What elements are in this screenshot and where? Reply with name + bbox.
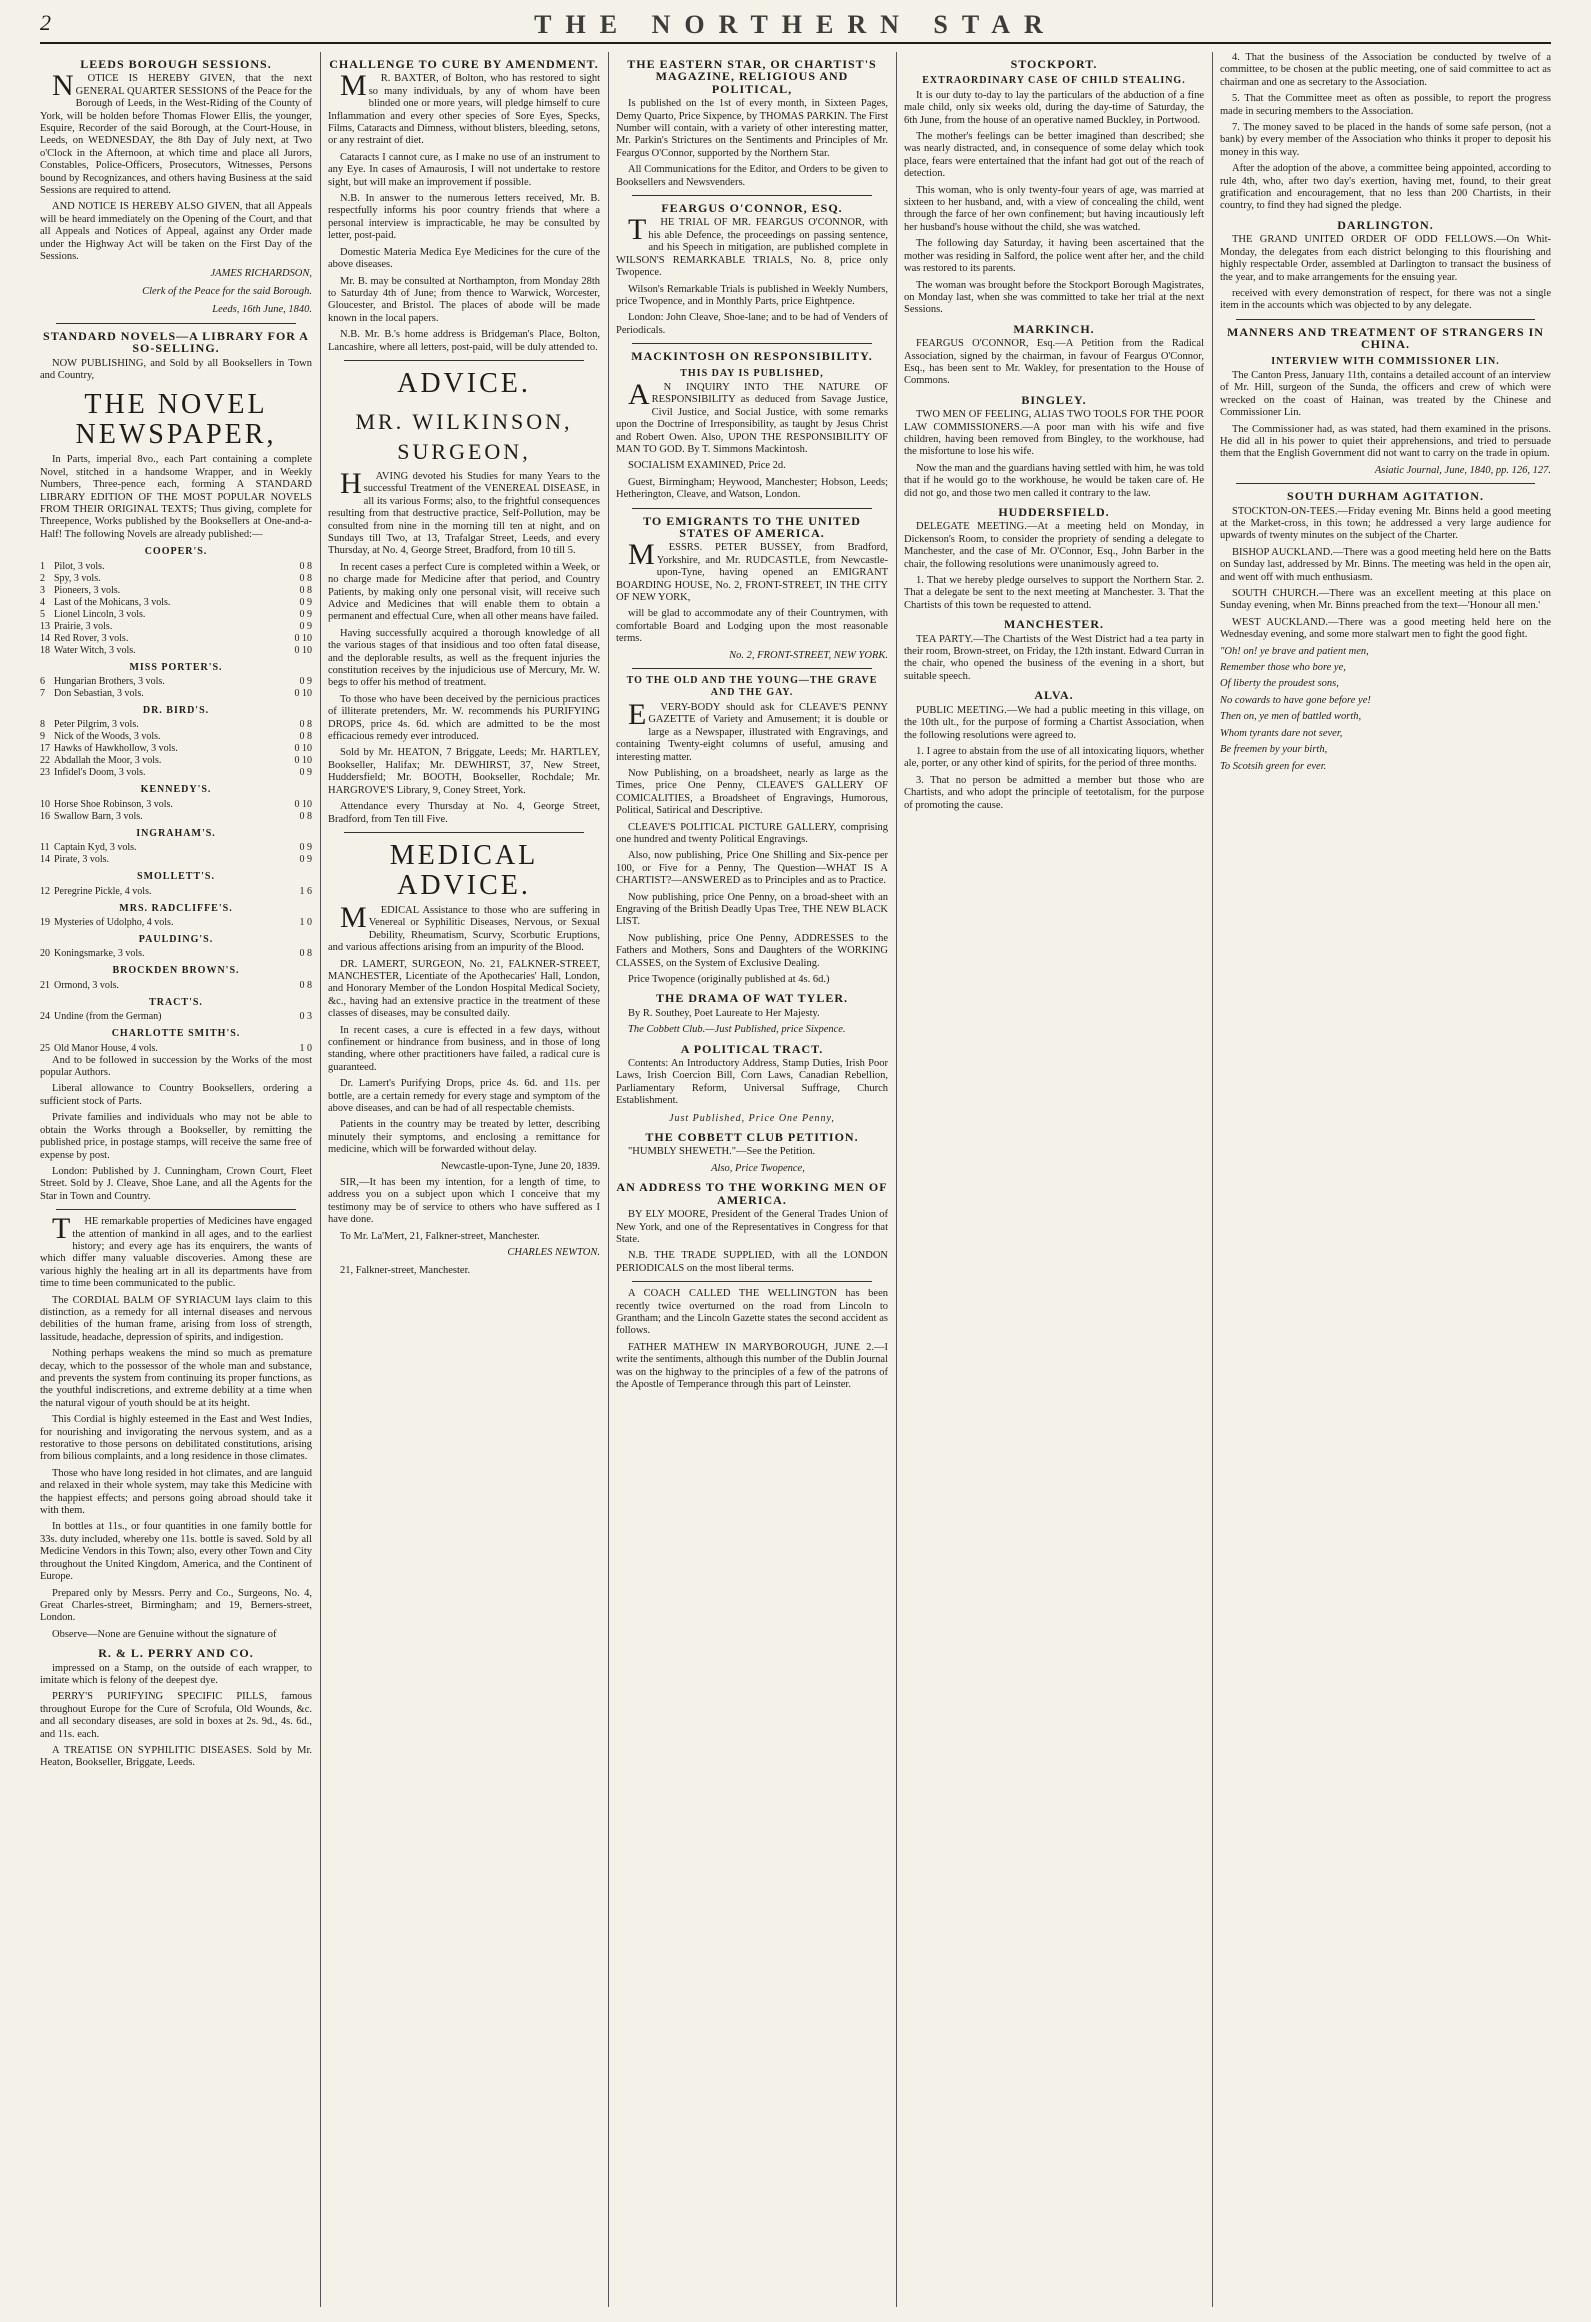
cobbett-subheading: Just Published, Price One Penny, <box>669 1112 835 1124</box>
medical-letter: SIR,—It has been my intention, for a length of time, to address you on a subject upon which I conceive that my testimony may be of service to others who have suffered as I have done. <box>328 1177 600 1226</box>
separator <box>344 832 584 833</box>
wilkinson-paragraph: Attendance every Thursday at No. 4, George Street, Bradford, from Ten till Five. <box>328 801 600 825</box>
verse-line: Then on, ye men of battled worth, <box>1220 711 1362 723</box>
balm-paragraph: This Cordial is highly esteemed in the East and West Indies, for nourishing and invigorating the nervous system, and as a restorative to those persons on debilitated constitutions, arising from bilious complaints, and a long residence in those climates. <box>40 1414 312 1463</box>
toc-author-brown: BROCKDEN BROWN'S. <box>112 965 240 977</box>
library-paragraph: And to be followed in succession by the Works of the most popular Authors. <box>40 1054 312 1079</box>
wilkinson-paragraph: HAVING devoted his Studies for many Years to the successful Treatment of the VENEREAL DISEASE, in all its various Forms; also, to the frightful consequences resulting from that destructive practice, Self-Pollution, may be consulted from nine in the morning till ten at night, and on Sundays till Two, at 13, Trafalgar Street, Leeds, and every Thursday, at No. 4, George Street, Bradford, from 10 till 5. <box>328 466 600 557</box>
toc-table-cooper <box>40 561 312 657</box>
toc-author-paulding: PAULDING'S. <box>138 934 214 946</box>
durham-paragraph: WEST AUCKLAND.—There was a good meeting held here on the Wednesday evening, and some more stalwart men to fight the good fight. <box>1220 616 1551 641</box>
toc-row: 5 Lionel Lincoln, 3 vols. 0 9 <box>40 608 312 620</box>
toc-author-bird: DR. BIRD'S. <box>142 705 210 716</box>
durham-heading: SOUTH DURHAM AGITATION. <box>1287 489 1484 504</box>
medical-signature: CHARLES NEWTON. <box>507 1247 600 1259</box>
oconnor-paragraph: THE TRIAL OF MR. FEARGUS O'CONNOR, with his able Defence, the proceedings on passing sentence, and his Speech in mitigation, are published complete in WILSON'S REMARKABLE TRIALS, No. 8, price only Twopence. <box>616 213 888 279</box>
library-intro: NOW PUBLISHING, and Sold by all Booksellers in Town and Country, <box>40 357 312 381</box>
mackintosh-subheading: THIS DAY IS PUBLISHED, <box>680 367 824 379</box>
darlington-paragraph: received with every demonstration of respect, for there was not a single item in the accounts which was objected to by any delegate. <box>1220 287 1551 312</box>
association-paragraph: 4. That the business of the Association be conducted by twelve of a committee, to be chosen at the public meeting, one of said committee to act as chairman and one as secretary to the Association. <box>1220 52 1551 88</box>
toc-author-porter: MISS PORTER'S. <box>129 661 223 673</box>
toc-author-kennedy: KENNEDY'S. <box>140 784 212 796</box>
stockport-paragraph: The mother's feelings can be better imagined than described; she was nearly distracted, and, in consequence of some delay which took place, fears were entertained that the infant had got out of the reach of detection. <box>904 131 1204 180</box>
toc-row: 8 Peter Pilgrim, 3 vols. 0 8 <box>40 719 312 731</box>
toc-author-radcliffe: MRS. RADCLIFFE'S. <box>119 902 233 914</box>
huddersfield-paragraph: DELEGATE MEETING.—At a meeting held on Monday, in Dickenson's Room, to consider the propriety of sending a delegate to Manchester, and the case of Mr. O'Connor, Esq., John Barber in the chair, the following resolutions were unanimously agreed to. <box>904 521 1204 570</box>
political-tract-heading: A POLITICAL TRACT. <box>680 1041 824 1056</box>
wilkinson-paragraph: To those who have been deceived by the pernicious practices of illiterate pretenders, Mr. W. recommends his PURIFYING DROPS, price 4s. 6d. which are admitted to be the most efficacious remedy ever introduced. <box>328 693 600 743</box>
toc-row: 19 Mysteries of Udolpho, 4 vols. 1 0 <box>40 917 312 929</box>
library-paragraph: Private families and individuals who may not be able to obtain the Works through a Bookseller, by remitting the published price, in postage stamps, will receive the same free of expense by post. <box>40 1112 312 1161</box>
alva-paragraph: 1. I agree to abstain from the use of all intoxicating liquors, whether ale, porter, or any other kind of spirits, for the period of three months. <box>904 745 1204 770</box>
library-heading: STANDARD NOVELS—A LIBRARY FOR A SO-SELLING. <box>43 328 309 356</box>
toc-row: 16 Swallow Barn, 3 vols. 0 8 <box>40 810 312 822</box>
cleave-paragraph: EVERY-BODY should ask for CLEAVE'S PENNY GAZETTE of Variety and Amusement; it is double or large as a Newspaper, illustrated with Engravings, and containing Twenty-eight columns of useful, amusing and interesting matter. <box>616 697 888 763</box>
verse-line: "Oh! on! ye brave and patient men, <box>1220 645 1369 657</box>
leeds-notice-paragraph: NOTICE IS HEREBY GIVEN, that the next GENERAL QUARTER SESSIONS of the Peace for the Borough of Leeds, in the West-Riding of the County of York, will be holden before Thomas Flower Ellis, the younger, Esquire, Recorder of the said Borough, at the Court-House, in Leeds, on WEDNESDAY, the 8th Day of July next, at Two o'Clock in the Afternoon, at which time and place all Jurors, Constables, Police-Officers, Prosecutors, Witnesses, Persons bound by Recognizances, and others having Business at the said Sessions are required to attend. <box>40 69 312 197</box>
cobbett-paragraph: "HUMBLY SHEWETH."—See the Petition. <box>628 1146 816 1158</box>
bingley-heading: BINGLEY. <box>1021 392 1087 407</box>
oconnor-paragraph: London: John Cleave, Shoe-lane; and to be had of Venders of Periodicals. <box>616 312 888 336</box>
toc-row: 17 Hawks of Hawkhollow, 3 vols. 0 10 <box>40 743 312 755</box>
toc-author-smith: CHARLOTTE SMITH'S. <box>111 1028 241 1040</box>
medical-paragraph: DR. LAMERT, SURGEON, No. 21, FALKNER-STREET, MANCHESTER, Licentiate of the Apothecaries' Hall, London, and Honorary Member of the London Hospital Medical Society, &c., having had an extensive practice in the treatment of these classes of diseases, may be consulted daily. <box>328 958 600 1020</box>
leeds-signature-date: Leeds, 16th June, 1840. <box>212 304 312 316</box>
balm-paragraph: impressed on a Stamp, on the outside of each wrapper, to imitate which is felony of the deepest dye. <box>40 1662 312 1686</box>
wat-tyler-paragraph: By R. Southey, Poet Laureate to Her Majesty. <box>628 1007 820 1019</box>
novel-newspaper-title: THE NOVEL NEWSPAPER, <box>75 389 277 451</box>
toc-row: 4 Last of the Mohicans, 3 vols. 0 9 <box>40 596 312 608</box>
markinch-paragraph: FEARGUS O'CONNOR, Esq.—A Petition from the Radical Association, signed by the chairman, in favour of Feargus O'Connor, Esq., has been sent to Mr. Wakley, for presentation to the House of Commons. <box>904 338 1204 387</box>
column-1 <box>40 52 312 2307</box>
eastern-star-paragraph: All Communications for the Editor, and Orders to be given to Booksellers and Newsvenders. <box>616 164 888 188</box>
leeds-appeals-paragraph: AND NOTICE IS HEREBY ALSO GIVEN, that all Appeals will be heard immediately on the Opening of the Court, and that all Appeals and Notices of Appeal, against any Order made under the Highway Act will be taken on the First Day of the Sessions. <box>40 201 312 263</box>
column-3 <box>616 52 888 2307</box>
manchester-paragraph: TEA PARTY.—The Chartists of the West District had a tea party in their room, Brown-street, on Friday, the 12th instant. Edward Curran in the chair, who opened the business of the evening in a short, but suitable speech. <box>904 633 1204 682</box>
darlington-heading: DARLINGTON. <box>1337 217 1434 232</box>
toc-author-ingraham: INGRAHAM'S. <box>136 827 216 839</box>
toc-row: 3 Pioneers, 3 vols. 0 8 <box>40 584 312 596</box>
separator <box>344 360 584 361</box>
challenge-paragraph: Domestic Materia Medica Eye Medicines for the cure of the above diseases. <box>328 246 600 271</box>
stockport-paragraph: This woman, who is only twenty-four years of age, was married at sixteen to her husband, and, with a view of concealing the child, went through the farce of her own confinement; but having incautiously left her husband's house without the child, she was watched. <box>904 184 1204 233</box>
coach-paragraph: A COACH CALLED THE WELLINGTON has been recently twice overturned on the road from Lincoln to Grantham; and the Lincoln Gazette states the second accident as follows. <box>616 1288 888 1337</box>
separator <box>632 668 872 669</box>
separator <box>1236 319 1535 320</box>
column-2 <box>328 52 600 2307</box>
durham-paragraph: BISHOP AUCKLAND.—There was a good meeting held here on the Batts on Sunday last, addressed by Mr. Binns. The meeting was held in the open air, and went off with much enthusiasm. <box>1220 546 1551 583</box>
stockport-paragraph: The following day Saturday, it having been ascertained that the mother was residing in Salford, the police went after her, and the child was restored to its parents. <box>904 238 1204 275</box>
emigrants-heading: TO EMIGRANTS TO THE UNITED STATES OF AMERICA. <box>643 513 861 540</box>
column-4 <box>904 52 1204 2307</box>
mathew-paragraph: FATHER MATHEW IN MARYBOROUGH, JUNE 2.—I write the sentiments, although this number of the Dublin Journal was on the highway to the principles of a few of the patrons of the Apostle of Temperance through this part of Leinster. <box>616 1341 888 1390</box>
alva-paragraph: 3. That no person be admitted a member but those who are Chartists, and who adopt the principle of teetotalism, for the purpose of promoting the cause. <box>904 774 1204 811</box>
toc-table-smollett <box>40 886 312 898</box>
toc-row: 11 Captain Kyd, 3 vols. 0 9 <box>40 842 312 854</box>
toc-row: 24 Undine (from the German) 0 3 <box>40 1011 312 1023</box>
emigrants-paragraph: MESSRS. PETER BUSSEY, from Bradford, Yorkshire, and Mr. RUDCASTLE, from Newcastle-upon-Tyne, having opened an EMIGRANT BOARDING HOUSE, No. 2, FRONT-STREET, IN THE CITY OF NEW YORK, <box>616 538 888 604</box>
alva-heading: ALVA. <box>1034 688 1074 703</box>
medical-letter-address: To Mr. La'Mert, 21, Falkner-street, Manchester. <box>340 1230 540 1242</box>
toc-table-paulding <box>40 948 312 960</box>
separator <box>632 195 872 196</box>
balm-paragraph: Nothing perhaps weakens the mind so much as premature decay, which to the possessor of the whole man and substance, and prevents the system from continuing its proper functions, as the youthful indiscretions, and extreme debility at a time when the natural vigour of youth should be at its height. <box>40 1348 312 1409</box>
stockport-paragraph: The woman was brought before the Stockport Borough Magistrates, on Monday last, when she was committed to take her trial at the next Sessions. <box>904 279 1204 316</box>
balm-paragraph: The CORDIAL BALM OF SYRIACUM lays claim to this distinction, as a remedy for all internal diseases and nervous debilities of the human frame, arising from loss of strength, lassitude, headache, depression of spirits, and indigestion. <box>40 1294 312 1343</box>
association-paragraph: 5. That the Committee meet as often as possible, to report the progress made in securing members to the Association. <box>1220 93 1551 117</box>
toc-table-bird <box>40 719 312 779</box>
verse-line: Of liberty the proudest sons, <box>1220 678 1339 690</box>
verse-line: No cowards to have gone before ye! <box>1220 694 1371 706</box>
balm-paragraph: THE remarkable properties of Medicines have engaged the attention of mankind in all ages, and to the earliest history; and every age has its enquirers, the wants of which differ many valuable discoveries. Among these are various highly the healing art in all its departments have from time to time been communicated to the public. <box>40 1212 312 1290</box>
emigrants-paragraph: will be glad to accommodate any of their Countrymen, with comfortable Board and Lodging upon the most reasonable terms. <box>616 608 888 645</box>
medical-letter-date: Newcastle-upon-Tyne, June 20, 1839. <box>440 1160 600 1172</box>
markinch-heading: MARKINCH. <box>1013 321 1095 336</box>
toc-table-porter <box>40 676 312 700</box>
separator <box>632 508 872 509</box>
toc-author-smollett: SMOLLETT'S. <box>137 871 215 883</box>
medical-paragraph: Dr. Lamert's Purifying Drops, price 4s. 6d. and 11s. per bottle, are a certain remedy for every stage and symptom of the above diseases, and can be had of all respectable chemists. <box>328 1078 600 1114</box>
toc-row: 14 Pirate, 3 vols. 0 9 <box>40 854 312 866</box>
cobbett-paragraph: Also, Price Twopence, <box>711 1162 805 1174</box>
toc-row: 9 Nick of the Woods, 3 vols. 0 8 <box>40 731 312 743</box>
toc-author-cooper: COOPER'S. <box>144 546 208 558</box>
toc-table-tracts <box>40 1011 312 1023</box>
eastern-star-heading: THE EASTERN STAR, OR CHARTIST'S MAGAZINE, RELIGIOUS AND POLITICAL, <box>627 57 877 96</box>
wilkinson-paragraph: Having successfully acquired a thorough knowledge of all the various stages of that insidious and too often fatal disease, and the deplorable results, as well as the frequent injuries the constitution receives by the injudicious use of Mercury, Mr. W. begs to offer his method of treatment. <box>328 627 600 689</box>
oconnor-heading: FEARGUS O'CONNOR, ESQ. <box>661 201 843 216</box>
toc-row: 14 Red Rover, 3 vols. 0 10 <box>40 632 312 644</box>
emigrants-address: No. 2, FRONT-STREET, NEW YORK. <box>729 649 888 661</box>
medical-paragraph: MEDICAL Assistance to those who are suffering in Venereal or Syphilitic Diseases, Nervous, or Sexual Debility, Rheumatism, Scurvy, Scorbutic Eruptions, and various affections arising from an impurity of the Blood. <box>328 900 600 954</box>
china-paragraph: The Commissioner had, as was stated, had them examined in the prisons. He did all in his power to quiet their apprehensions, and tried to persuade them that the English Government did not want to carry on the trade in opium. <box>1220 423 1551 460</box>
challenge-paragraph: MR. BAXTER, of Bolton, who has restored to sight so many individuals, by any of whom have been blinded one or more years, will pledge himself to cure Inflammation and every other species of Sore Eyes, Specks, Films, Cataracts and Dimness, without blisters, bleeding, setons, or any restraint of diet. <box>328 69 600 147</box>
separator <box>1236 483 1535 484</box>
separator <box>56 1209 296 1210</box>
medical-address: 21, Falkner-street, Manchester. <box>340 1265 471 1277</box>
medical-paragraph: In recent cases, a cure is effected in a few days, without confinement or hindrance from business, and in those of long standing, where other practitioners have failed, a radical cure is guaranteed. <box>328 1024 600 1073</box>
column-5 <box>1220 52 1551 2307</box>
balm-paragraph: Observe—None are Genuine without the signature of <box>52 1628 277 1640</box>
masthead <box>40 10 1551 44</box>
toc-row: 23 Infidel's Doom, 3 vols. 0 9 <box>40 767 312 779</box>
toc-row: 12 Peregrine Pickle, 4 vols. 1 6 <box>40 885 312 897</box>
challenge-heading: CHALLENGE TO CURE BY AMENDMENT. <box>329 57 599 71</box>
challenge-paragraph: N.B. Mr. B.'s home address is Bridgeman's Place, Bolton, Lancashire, where all letters, post-paid, will be duly attended to. <box>328 329 600 353</box>
toc-row: 21 Ormond, 3 vols. 0 8 <box>40 979 312 991</box>
library-paragraph: Liberal allowance to Country Booksellers, ordering a sufficient stock of Parts. <box>40 1083 312 1107</box>
mackintosh-paragraph: AN INQUIRY INTO THE NATURE OF RESPONSIBILITY as deduced from Savage Justice, Civil Justice, and Social Justice, with some remarks upon the Doctrine of Irresponsibility, as taught by Jesus Christ and Robert Owen. Also, UPON THE RESPONSIBILITY OF MAN TO GOD. By T. Simmons Mackintosh. <box>616 377 888 455</box>
balm-signature: R. & L. PERRY AND CO. <box>98 1646 254 1661</box>
toc-row: 10 Horse Shoe Robinson, 3 vols. 0 10 <box>40 798 312 810</box>
stockport-heading: STOCKPORT. <box>1010 57 1098 71</box>
balm-paragraph: Prepared only by Messrs. Perry and Co., Surgeons, No. 4, Great Charles-street, Birmingham; and 19, Berners-street, London. <box>40 1587 312 1624</box>
durham-paragraph: SOUTH CHURCH.—There was an excellent meeting at this place on Sunday evening, when Mr. Binns preached from the text—'Honour all men.' <box>1220 588 1551 612</box>
durham-paragraph: STOCKTON-ON-TEES.—Friday evening Mr. Binns held a good meeting at the Market-cross, in this town; he addressed a very large audience for upwards of twenty minutes on the subject of the Charter. <box>1220 505 1551 542</box>
verse-line: To Scotsih green for ever. <box>1220 760 1327 772</box>
toc-row: 22 Abdallah the Moor, 3 vols. 0 10 <box>40 755 312 767</box>
china-paragraph: The Canton Press, January 11th, contains a detailed account of an interview of Mr. Hill, surgeon of the Sunda, the officers and crew of which were wrecked on the coast of Hainan, was treated by the Chinese and Commissioner Lin. <box>1220 369 1551 419</box>
cleave-paragraph: Now Publishing, on a broadsheet, nearly as large as the Times, price One Penny, CLEAVE'S GALLERY OF COMICALITIES, a Broadsheet of Engravings, Humorous, Political, Satirical and Descriptive. <box>616 767 888 817</box>
balm-paragraph: In bottles at 11s., or four quantities in one family bottle for 33s. duty included, whereby one 11s. bottle is saved. Sold by all Medicine Vendors in this Town; also, every other Town and City throughout the United Kingdom, America, and the Continent of Europe. <box>40 1521 312 1583</box>
separator <box>632 343 872 344</box>
toc-table-kennedy <box>40 799 312 823</box>
wilkinson-paragraph: In recent cases a perfect Cure is completed within a Week, or no charge made for Medicine after that period, and Country Patients, by making only one personal visit, will receive such Advice and Medicines that will enable them to obtain a permanent and effectual Cure, when all other means have failed. <box>328 561 600 623</box>
oconnor-paragraph: Wilson's Remarkable Trials is published in Weekly Numbers, price Twopence, and in Monthly Parts, price Eightpence. <box>616 283 888 307</box>
mackintosh-paragraph: Guest, Birmingham; Heywood, Manchester; Hobson, Leeds; Hetherington, Cleave, and Watson, London. <box>616 476 888 501</box>
balm-paragraph: A TREATISE ON SYPHILITIC DISEASES. Sold by Mr. Heaton, Bookseller, Briggate, Leeds. <box>40 1744 312 1769</box>
leeds-signature-name: JAMES RICHARDSON, <box>210 267 312 279</box>
cleave-heading: TO THE OLD AND THE YOUNG—THE GRAVE AND THE GAY. <box>626 675 878 699</box>
toc-row: 20 Koningsmarke, 3 vols. 0 8 <box>40 948 312 960</box>
paper-title: THE NORTHERN STAR <box>534 10 1057 39</box>
mackintosh-paragraph: SOCIALISM EXAMINED, Price 2d. <box>628 460 786 472</box>
toc-author-tracts: TRACT'S. <box>149 996 203 1008</box>
toc-row: 6 Hungarian Brothers, 3 vols. 0 9 <box>40 676 312 687</box>
library-paragraph: London: Published by J. Cunningham, Crown Court, Fleet Street. Sold by J. Cleave, Shoe Lane, and all the Agents for the Star in Town and Country. <box>40 1165 312 1202</box>
toc-table-smith <box>40 1043 312 1055</box>
china-subheading: INTERVIEW WITH COMMISSIONER LIN. <box>1271 355 1500 367</box>
wat-tyler-heading: THE DRAMA OF WAT TYLER. <box>655 991 849 1006</box>
association-paragraph: After the adoption of the above, a committee being appointed, according to rule 4th, who, after two day's exertion, having met, found, to their great gratification and encouragement, that no less than 200 Chartists, in their country, to find they had signed the pledge. <box>1220 163 1551 212</box>
cobbett-paragraph: BY ELY MOORE, President of the General Trades Union of New York, and one of the Representatives in Congress for that State. <box>616 1209 888 1245</box>
cleave-paragraph: Also, now publishing, Price One Shilling and Six-pence per 100, or Five for a Penny, The Question—WHAT IS A CHARTIST?—ANSWERED as to Principles and as to Practice. <box>616 850 888 887</box>
toc-row: 7 Don Sebastian, 3 vols. 0 10 <box>40 688 312 699</box>
cleave-paragraph: CLEAVE'S POLITICAL PICTURE GALLERY, comprising one hundred and twenty Political Engravings. <box>616 821 888 845</box>
cleave-paragraph: Price Twopence (originally published at 4s. 6d.) <box>628 974 830 985</box>
huddersfield-paragraph: 1. That we hereby pledge ourselves to support the Northern Star. 2. That a delegate be sent to the next meeting at Manchester. 3. That the Chartists of this town be requested to attend. <box>904 575 1204 611</box>
cleave-paragraph: Now publishing, price One Penny, ADDRESSES to the Fathers and Mothers, Sons and Daughters of the WORKING CLASSES, on the System of Exclusive Dealing. <box>616 932 888 969</box>
balm-paragraph: PERRY'S PURIFYING SPECIFIC PILLS, famous throughout Europe for the Cure of Scrofula, Old Wounds, &c. and all secondary diseases, are sold in boxes at 2s. 9d., 4s. 6d., and 11s. each. <box>40 1691 312 1740</box>
stockport-subheading: EXTRAORDINARY CASE OF CHILD STEALING. <box>922 75 1186 87</box>
cleave-paragraph: Now publishing, price One Penny, on a broad-sheet with an Engraving of the British Deadly Upas Tree, THE NEW BLACK LIST. <box>616 891 888 928</box>
bingley-paragraph: TWO MEN OF FEELING, ALIAS TWO TOOLS FOR THE POOR LAW COMMISSIONERS.—A poor man with his wife and five children, having been removed from Bingley, to the workhouse, had the misfortune to lose his wife. <box>904 409 1204 458</box>
cobbett-paragraph: N.B. THE TRADE SUPPLIED, with all the LONDON PERIODICALS on the most liberal terms. <box>616 1250 888 1274</box>
china-heading: MANNERS AND TREATMENT OF STRANGERS IN CHINA. <box>1227 324 1544 352</box>
toc-table-ingraham <box>40 842 312 866</box>
political-tract-paragraph: Contents: An Introductory Address, Stamp Duties, Irish Poor Laws, Irish Coercion Bill, Corn Laws, Canadian Rebellion, Parliamentary Reform, Universal Suffrage, Church Establishment. <box>616 1058 888 1107</box>
toc-row: 13 Prairie, 3 vols. 0 9 <box>40 620 312 632</box>
toc-table-brown <box>40 980 312 992</box>
verse-line: Remember those who bore ye, <box>1220 662 1346 674</box>
toc-row: 1 Pilot, 3 vols. 0 8 <box>40 560 312 572</box>
mackintosh-heading: MACKINTOSH ON RESPONSIBILITY. <box>631 349 873 364</box>
wat-tyler-paragraph: The Cobbett Club.—Just Published, price Sixpence. <box>628 1024 846 1036</box>
separator <box>56 323 296 324</box>
verse-line: Whom tyrants dare not sever, <box>1220 727 1343 739</box>
china-citation: Asiatic Journal, June, 1840, pp. 126, 127. <box>1374 464 1551 476</box>
verse-line: Be freemen by your birth, <box>1220 744 1328 756</box>
toc-table-radcliffe <box>40 917 312 929</box>
column-rule <box>1212 52 1213 2307</box>
column-rule <box>320 52 321 2307</box>
medical-paragraph: Patients in the country may be treated by letter, describing minutely their symptoms, and enclosing a remittance for medicine, which will be forwarded without delay. <box>328 1119 600 1156</box>
bingley-paragraph: Now the man and the guardians having settled with him, he was told that if he would go to the workhouse, he would be taken care of. He did not go, and those two men called it contrary to the law. <box>904 462 1204 499</box>
novel-newspaper-description: In Parts, imperial 8vo., each Part containing a complete Novel, stitched in a handsome Wrapper, and in Weekly Numbers, Three-pence each, forming A STANDARD LIBRARY EDITION OF THE MOST POPULAR NOVELS FROM THEIR ORIGINAL TEXTS; Thus giving, complete for Threepence, Works published by the Booksellers at One-and-a-Half! The following Novels are already published:— <box>40 454 312 540</box>
association-paragraph: 7. The money saved to be placed in the hands of some safe person, (not a bank) by every member of the Association who thinks it proper to deposit his money in this way. <box>1220 122 1551 158</box>
challenge-paragraph: N.B. In answer to the numerous letters received, Mr. B. respectfully informs his poor country friends that where a personal interview is impracticable, he may be consulted by letter, post-paid. <box>328 193 600 242</box>
column-rule <box>896 52 897 2307</box>
challenge-paragraph: Mr. B. may be consulted at Northampton, from Monday 28th to Saturday 4th of June; from thence to Warwick, Worcester, Gloucester, and Bristol. The places of abode will be made known in the local papers. <box>328 275 600 324</box>
toc-row: 25 Old Manor House, 4 vols. 1 0 <box>40 1042 312 1054</box>
leeds-sessions-heading: LEEDS BOROUGH SESSIONS. <box>80 57 272 71</box>
cobbett-heading: THE COBBETT CLUB PETITION. <box>645 1130 859 1145</box>
advice-heading: ADVICE. <box>397 367 531 399</box>
address-america-heading: AN ADDRESS TO THE WORKING MEN OF AMERICA. <box>616 1180 888 1207</box>
medical-advice-heading: MEDICAL ADVICE. <box>389 839 539 901</box>
stockport-paragraph: It is our duty to-day to lay the particulars of the abduction of a fine male child, only six weeks old, during the day-time of Saturday, the 6th June, from the house of an operative named Buckley, in Portwood. <box>904 89 1204 126</box>
huddersfield-heading: HUDDERSFIELD. <box>998 505 1110 519</box>
balm-paragraph: Those who have long resided in hot climates, and are languid and relaxed in their whole system, may take this Medicine with the happiest effects; and persons going abroad should take it with them. <box>40 1467 312 1517</box>
separator <box>632 1281 872 1282</box>
eastern-star-paragraph: Is published on the 1st of every month, in Sixteen Pages, Demy Quarto, Price Sixpence, by THOMAS PARKIN. The First Number will contain, with a variety of other interesting matter, Mr. Parkin's Strictures on the Sentiments and Principles of Mr. Feargus O'Connor, supported by the Northern Star. <box>616 98 888 159</box>
wilkinson-heading: MR. WILKINSON, SURGEON, <box>355 408 573 464</box>
toc-row: 2 Spy, 3 vols. 0 8 <box>40 572 312 584</box>
toc-row: 18 Water Witch, 3 vols. 0 10 <box>40 644 312 656</box>
column-rule <box>608 52 609 2307</box>
challenge-paragraph: Cataracts I cannot cure, as I make no use of an instrument to any Eye. In cases of Amaurosis, I will not undertake to restore sight, but will make an improvement if possible. <box>328 151 600 188</box>
leeds-signature-title: Clerk of the Peace for the said Borough. <box>142 285 312 297</box>
manchester-heading: MANCHESTER. <box>1003 617 1104 632</box>
wilkinson-paragraph: Sold by Mr. HEATON, 7 Briggate, Leeds; Mr. HARTLEY, Bookseller, Halifax; Mr. DEWHIRST, 37, New Street, Huddersfield; Mr. BOOTH, Bookseller, Rochdale; Mr. HARGROVE'S Library, 9, Coney Street, York. <box>328 747 600 796</box>
darlington-paragraph: THE GRAND UNITED ORDER OF ODD FELLOWS.—On Whit-Monday, the delegates from each district belonging to this flourishing and highly respectable Order, assembled at Darlington to transact the business of the year, and to make arrangements for the ensuing year. <box>1220 234 1551 283</box>
page-number: 2 <box>40 10 51 35</box>
alva-paragraph: PUBLIC MEETING.—We had a public meeting in this village, on the 10th ult., for the purpose of forming a Chartist Association, when the following resolutions were agreed to. <box>904 704 1204 741</box>
